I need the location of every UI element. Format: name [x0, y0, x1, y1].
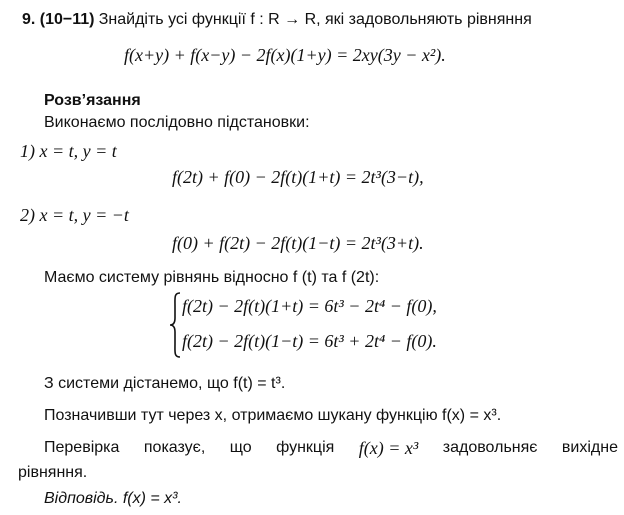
- problem-statement-line: [22, 8, 532, 31]
- substitution-1-label: 1) x = t, y = t: [20, 141, 117, 161]
- problem-statement: Знайдіть усі функції f : R → R, які задовольняють рівняння: [98, 11, 532, 28]
- check-word: Перевірка: [44, 439, 120, 456]
- answer-line: Відповідь. f(x) = x³.: [44, 490, 182, 507]
- system-brace: [169, 292, 181, 358]
- check-line-1: [22, 437, 624, 459]
- check-line-2: рівняння.: [18, 464, 88, 481]
- conclusion-system: З системи дістанемо, що f(t) = t³.: [44, 375, 286, 392]
- solution-intro: Виконаємо послідовно підстановки:: [44, 114, 310, 131]
- system-equation-1: f(2t) − 2f(t)(1+t) = 6t³ − 2t⁴ − f(0),: [182, 296, 437, 316]
- solution-heading: Розв’язання: [44, 92, 141, 109]
- check-word: функція: [276, 439, 335, 456]
- conclusion-function: Позначивши тут через x, отримаємо шукану функцію f(x) = x³.: [44, 407, 502, 424]
- substitution-2-equation: f(0) + f(2t) − 2f(t)(1−t) = 2t³(3+t).: [172, 233, 424, 253]
- check-word: показує,: [143, 439, 206, 456]
- substitution-1-equation: f(2t) + f(0) − 2f(t)(1+t) = 2t³(3−t),: [172, 167, 424, 187]
- check-formula: f(x) = x³: [358, 438, 419, 458]
- check-word: вихідне: [561, 439, 618, 456]
- substitution-2-label: 2) x = t, y = −t: [20, 205, 129, 225]
- check-word: що: [229, 439, 252, 456]
- check-word: задовольняє: [442, 439, 538, 456]
- problem-number: 9. (10−11): [22, 11, 95, 28]
- main-equation: f(x+y) + f(x−y) − 2f(x)(1+y) = 2xy(3y − x²).: [124, 45, 446, 65]
- system-intro: Маємо систему рівнянь відносно f (t) та f (2t):: [44, 269, 380, 286]
- system-equation-2: f(2t) − 2f(t)(1−t) = 6t³ + 2t⁴ − f(0).: [182, 331, 437, 351]
